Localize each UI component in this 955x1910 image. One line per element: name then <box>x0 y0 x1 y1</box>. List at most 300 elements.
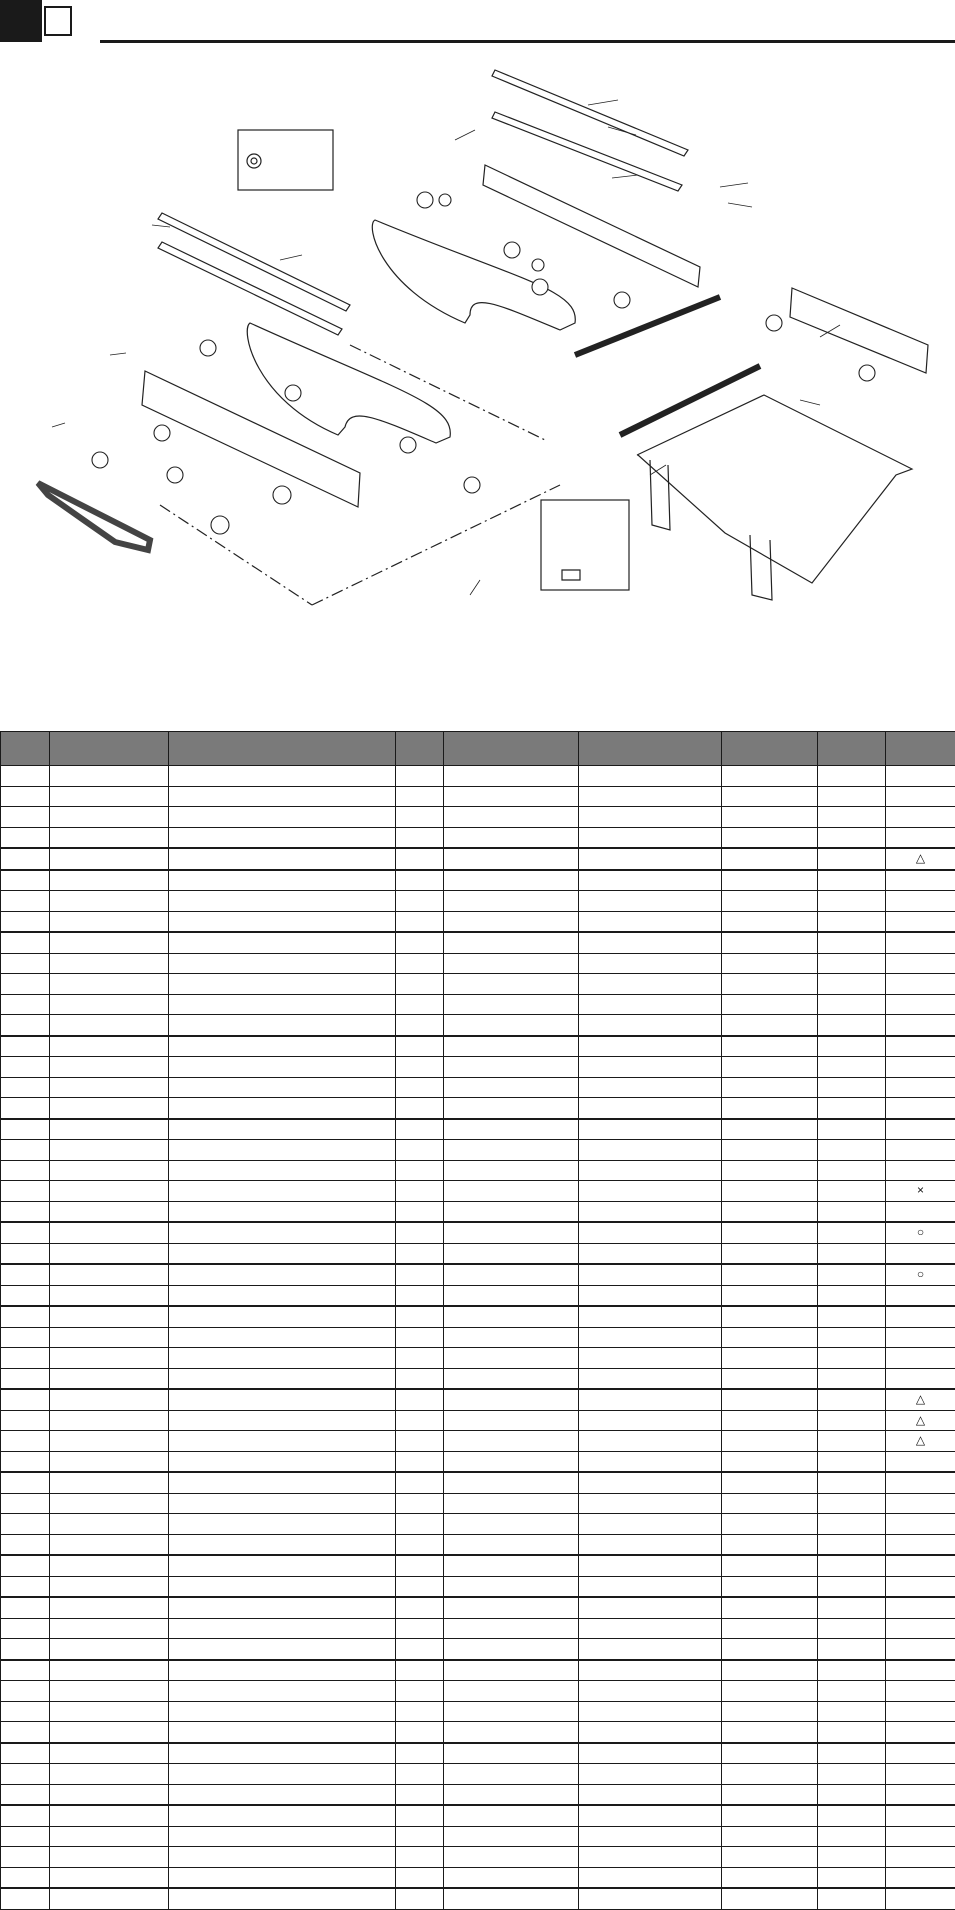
table-cell <box>579 1077 722 1098</box>
table-cell <box>169 953 396 974</box>
table-cell <box>722 1618 818 1639</box>
table-cell <box>444 1597 579 1618</box>
table-cell <box>1 1826 50 1847</box>
column-header <box>579 732 722 766</box>
row-mark-cell <box>886 786 955 807</box>
row-mark-cell <box>886 1181 955 1202</box>
table-cell <box>396 786 444 807</box>
table-cell <box>444 1098 579 1119</box>
table-cell <box>444 974 579 995</box>
table-cell <box>1 1098 50 1119</box>
column-header <box>818 732 886 766</box>
table-cell <box>818 1222 886 1243</box>
table-cell <box>444 1181 579 1202</box>
table-cell <box>1 1077 50 1098</box>
table-cell <box>50 1140 169 1161</box>
table-cell <box>50 1701 169 1722</box>
table-cell <box>722 766 818 787</box>
table-cell <box>169 827 396 848</box>
table-cell <box>579 1764 722 1785</box>
table-row <box>1 1222 955 1243</box>
table-cell <box>444 1555 579 1576</box>
table-cell <box>722 1140 818 1161</box>
table-cell <box>396 1057 444 1078</box>
table-cell <box>396 807 444 828</box>
table-cell <box>169 1243 396 1264</box>
table-cell <box>1 1160 50 1181</box>
table-cell <box>579 1493 722 1514</box>
table-row <box>1 1285 955 1306</box>
table-cell <box>444 1826 579 1847</box>
table-cell <box>169 807 396 828</box>
table-cell <box>396 1867 444 1888</box>
table-cell <box>444 1348 579 1369</box>
table-cell <box>50 1576 169 1597</box>
table-cell <box>1 870 50 891</box>
table-cell <box>722 1389 818 1410</box>
table-row <box>1 1701 955 1722</box>
table-cell <box>50 1327 169 1348</box>
table-row <box>1 1098 955 1119</box>
table-cell <box>818 994 886 1015</box>
table-cell <box>818 1743 886 1764</box>
table-cell <box>444 1451 579 1472</box>
row-mark-cell <box>886 1389 955 1410</box>
table-cell <box>50 1493 169 1514</box>
table-row <box>1 1555 955 1576</box>
row-mark: ○ <box>917 1267 924 1281</box>
table-cell <box>579 1119 722 1140</box>
row-mark-cell <box>886 1722 955 1743</box>
table-cell <box>50 1160 169 1181</box>
table-cell <box>818 848 886 870</box>
table-row <box>1 1201 955 1222</box>
table-cell <box>50 1826 169 1847</box>
table-cell <box>444 1618 579 1639</box>
table-cell <box>722 1867 818 1888</box>
table-cell <box>396 1743 444 1764</box>
table-cell <box>396 1660 444 1681</box>
table-cell <box>444 953 579 974</box>
table-cell <box>50 1764 169 1785</box>
table-cell <box>1 848 50 870</box>
table-cell <box>169 1555 396 1576</box>
table-row <box>1 1743 955 1764</box>
table-cell <box>169 1389 396 1410</box>
table-cell <box>169 1576 396 1597</box>
table-cell <box>722 1410 818 1431</box>
table-cell <box>579 1181 722 1202</box>
table-cell <box>579 891 722 912</box>
table-cell <box>169 1805 396 1826</box>
table-cell <box>50 1888 169 1909</box>
table-cell <box>722 1555 818 1576</box>
row-mark-cell <box>886 1597 955 1618</box>
table-cell <box>50 1431 169 1452</box>
row-mark-cell <box>886 1681 955 1702</box>
table-cell <box>169 1077 396 1098</box>
row-mark-cell <box>886 1764 955 1785</box>
table-cell <box>50 1077 169 1098</box>
section-tab-light <box>44 6 72 36</box>
row-mark-cell <box>886 1222 955 1243</box>
table-cell <box>722 1701 818 1722</box>
table-cell <box>169 766 396 787</box>
table-cell <box>169 1451 396 1472</box>
table-cell <box>722 974 818 995</box>
table-cell <box>444 1243 579 1264</box>
table-cell <box>1 786 50 807</box>
exploded-parts-diagram <box>0 55 955 720</box>
table-cell <box>818 1618 886 1639</box>
table-cell <box>1 1722 50 1743</box>
table-cell <box>579 786 722 807</box>
table-cell <box>818 1160 886 1181</box>
table-row <box>1 974 955 995</box>
table-cell <box>818 1057 886 1078</box>
table-cell <box>579 1722 722 1743</box>
table-cell <box>722 1743 818 1764</box>
table-cell <box>1 1389 50 1410</box>
table-cell <box>169 1618 396 1639</box>
table-cell <box>444 1327 579 1348</box>
table-cell <box>50 1514 169 1535</box>
table-cell <box>722 1784 818 1805</box>
table-cell <box>169 994 396 1015</box>
table-cell <box>722 932 818 953</box>
table-row <box>1 1660 955 1681</box>
table-cell <box>1 1243 50 1264</box>
row-mark-cell <box>886 1264 955 1285</box>
table-cell <box>169 974 396 995</box>
table-cell <box>579 1264 722 1285</box>
table-cell <box>169 1098 396 1119</box>
table-cell <box>444 1306 579 1327</box>
table-cell <box>579 1514 722 1535</box>
table-cell <box>396 827 444 848</box>
table-cell <box>396 1243 444 1264</box>
table-cell <box>169 1867 396 1888</box>
table-cell <box>444 1431 579 1452</box>
parts-table-body <box>1 766 955 1910</box>
table-cell <box>579 1285 722 1306</box>
table-cell <box>818 1368 886 1389</box>
table-cell <box>169 1348 396 1369</box>
table-cell <box>169 911 396 932</box>
table-cell <box>818 1285 886 1306</box>
table-row <box>1 1140 955 1161</box>
table-cell <box>579 1201 722 1222</box>
table-cell <box>444 1222 579 1243</box>
table-cell <box>396 1826 444 1847</box>
table-cell <box>1 766 50 787</box>
table-row <box>1 786 955 807</box>
table-cell <box>818 932 886 953</box>
table-cell <box>579 1243 722 1264</box>
table-cell <box>722 1660 818 1681</box>
table-cell <box>169 1847 396 1868</box>
table-cell <box>396 1597 444 1618</box>
table-cell <box>396 1389 444 1410</box>
table-cell <box>50 1451 169 1472</box>
table-cell <box>50 786 169 807</box>
table-cell <box>579 1555 722 1576</box>
section-tab-dark <box>0 0 42 42</box>
table-cell <box>169 1140 396 1161</box>
row-mark-cell <box>886 953 955 974</box>
table-cell <box>169 1057 396 1078</box>
table-cell <box>722 1805 818 1826</box>
table-cell <box>1 994 50 1015</box>
table-cell <box>579 1660 722 1681</box>
table-cell <box>579 1389 722 1410</box>
table-cell <box>50 1036 169 1057</box>
row-mark-cell <box>886 1077 955 1098</box>
table-cell <box>396 1368 444 1389</box>
exploded-view-drawing <box>0 55 955 720</box>
table-cell <box>50 1348 169 1369</box>
table-cell <box>818 1847 886 1868</box>
table-cell <box>396 1036 444 1057</box>
table-row <box>1 1368 955 1389</box>
table-cell <box>818 953 886 974</box>
table-cell <box>169 1306 396 1327</box>
table-cell <box>1 1867 50 1888</box>
table-row <box>1 1410 955 1431</box>
table-cell <box>579 1867 722 1888</box>
table-row <box>1 932 955 953</box>
table-cell <box>169 1327 396 1348</box>
table-cell <box>818 1306 886 1327</box>
table-cell <box>722 1181 818 1202</box>
table-cell <box>396 1847 444 1868</box>
table-cell <box>722 1472 818 1493</box>
table-cell <box>169 1181 396 1202</box>
table-cell <box>396 1015 444 1036</box>
table-row <box>1 1784 955 1805</box>
table-cell <box>444 1784 579 1805</box>
table-cell <box>396 1119 444 1140</box>
table-row <box>1 1805 955 1826</box>
table-cell <box>1 1597 50 1618</box>
table-cell <box>50 1472 169 1493</box>
table-cell <box>396 1805 444 1826</box>
table-cell <box>1 827 50 848</box>
table-cell <box>50 1119 169 1140</box>
table-cell <box>444 1077 579 1098</box>
table-cell <box>50 1867 169 1888</box>
table-cell <box>579 848 722 870</box>
table-cell <box>1 911 50 932</box>
table-cell <box>722 807 818 828</box>
table-cell <box>50 1639 169 1660</box>
table-cell <box>579 1888 722 1909</box>
table-cell <box>579 1534 722 1555</box>
table-cell <box>169 1701 396 1722</box>
table-cell <box>722 1057 818 1078</box>
table-cell <box>444 911 579 932</box>
table-cell <box>396 1764 444 1785</box>
table-cell <box>396 1555 444 1576</box>
table-cell <box>818 1534 886 1555</box>
table-cell <box>396 1098 444 1119</box>
table-cell <box>722 1077 818 1098</box>
table-cell <box>1 1472 50 1493</box>
column-header <box>722 732 818 766</box>
table-cell <box>579 1618 722 1639</box>
table-cell <box>722 1847 818 1868</box>
table-cell <box>444 807 579 828</box>
table-row <box>1 1306 955 1327</box>
table-cell <box>169 848 396 870</box>
table-cell <box>444 1410 579 1431</box>
table-cell <box>1 1576 50 1597</box>
table-cell <box>818 1119 886 1140</box>
table-cell <box>169 1534 396 1555</box>
row-mark-cell <box>886 1493 955 1514</box>
table-cell <box>722 848 818 870</box>
table-cell <box>169 1015 396 1036</box>
table-cell <box>579 932 722 953</box>
table-cell <box>722 1534 818 1555</box>
table-cell <box>722 1888 818 1909</box>
row-mark-cell <box>886 1348 955 1369</box>
table-cell <box>1 1285 50 1306</box>
table-cell <box>396 870 444 891</box>
table-cell <box>169 1368 396 1389</box>
table-cell <box>169 1264 396 1285</box>
table-cell <box>722 1243 818 1264</box>
table-cell <box>818 1576 886 1597</box>
table-cell <box>579 766 722 787</box>
table-cell <box>50 1805 169 1826</box>
table-cell <box>444 1389 579 1410</box>
table-cell <box>444 1534 579 1555</box>
table-row <box>1 1451 955 1472</box>
row-mark-cell <box>886 1743 955 1764</box>
table-cell <box>818 1348 886 1369</box>
table-cell <box>169 1160 396 1181</box>
table-cell <box>818 1389 886 1410</box>
table-cell <box>444 1201 579 1222</box>
table-cell <box>1 1764 50 1785</box>
table-cell <box>818 1201 886 1222</box>
table-cell <box>722 1285 818 1306</box>
table-row <box>1 807 955 828</box>
table-row <box>1 1826 955 1847</box>
table-cell <box>1 1222 50 1243</box>
table-cell <box>444 1368 579 1389</box>
row-mark-cell <box>886 932 955 953</box>
table-cell <box>169 1472 396 1493</box>
table-cell <box>722 1098 818 1119</box>
table-cell <box>818 1181 886 1202</box>
row-mark-cell <box>886 1327 955 1348</box>
table-cell <box>818 891 886 912</box>
row-mark: △ <box>916 851 925 865</box>
table-cell <box>444 932 579 953</box>
table-cell <box>1 1618 50 1639</box>
parts-table <box>0 731 955 1910</box>
table-cell <box>396 1888 444 1909</box>
table-cell <box>50 1722 169 1743</box>
table-row <box>1 953 955 974</box>
table-cell <box>579 1036 722 1057</box>
row-mark-cell <box>886 1036 955 1057</box>
table-cell <box>169 1722 396 1743</box>
table-cell <box>444 1119 579 1140</box>
table-cell <box>722 1722 818 1743</box>
column-header <box>396 732 444 766</box>
table-row <box>1 1431 955 1452</box>
table-cell <box>722 1576 818 1597</box>
row-mark: ○ <box>917 1225 924 1239</box>
table-cell <box>169 1660 396 1681</box>
table-cell <box>722 994 818 1015</box>
table-cell <box>1 1888 50 1909</box>
column-header <box>444 732 579 766</box>
table-cell <box>444 1888 579 1909</box>
table-cell <box>444 1015 579 1036</box>
table-row <box>1 994 955 1015</box>
table-cell <box>1 1639 50 1660</box>
table-cell <box>579 870 722 891</box>
table-cell <box>579 1222 722 1243</box>
table-row <box>1 1514 955 1535</box>
table-cell <box>50 848 169 870</box>
table-cell <box>1 1264 50 1285</box>
table-cell <box>579 827 722 848</box>
table-cell <box>818 1493 886 1514</box>
table-cell <box>396 1181 444 1202</box>
table-cell <box>396 1451 444 1472</box>
row-mark-cell <box>886 1639 955 1660</box>
table-cell <box>818 1722 886 1743</box>
table-cell <box>722 1201 818 1222</box>
table-row <box>1 1576 955 1597</box>
column-header <box>1 732 50 766</box>
table-cell <box>50 1306 169 1327</box>
table-header-row <box>1 732 955 766</box>
table-cell <box>444 1160 579 1181</box>
table-cell <box>579 1160 722 1181</box>
table-cell <box>169 891 396 912</box>
table-cell <box>818 1077 886 1098</box>
table-cell <box>818 1243 886 1264</box>
row-mark-cell <box>886 1140 955 1161</box>
table-cell <box>169 870 396 891</box>
table-cell <box>444 827 579 848</box>
table-cell <box>50 1743 169 1764</box>
table-cell <box>579 1451 722 1472</box>
table-cell <box>169 932 396 953</box>
table-cell <box>579 1847 722 1868</box>
table-cell <box>1 1140 50 1161</box>
table-row <box>1 1243 955 1264</box>
table-row <box>1 1077 955 1098</box>
row-mark-cell <box>886 1867 955 1888</box>
table-cell <box>818 1784 886 1805</box>
table-row <box>1 1057 955 1078</box>
table-row <box>1 1597 955 1618</box>
table-cell <box>1 1784 50 1805</box>
table-cell <box>579 1348 722 1369</box>
table-cell <box>396 1681 444 1702</box>
table-cell <box>722 1036 818 1057</box>
table-cell <box>396 1264 444 1285</box>
table-cell <box>722 1514 818 1535</box>
table-cell <box>1 1368 50 1389</box>
